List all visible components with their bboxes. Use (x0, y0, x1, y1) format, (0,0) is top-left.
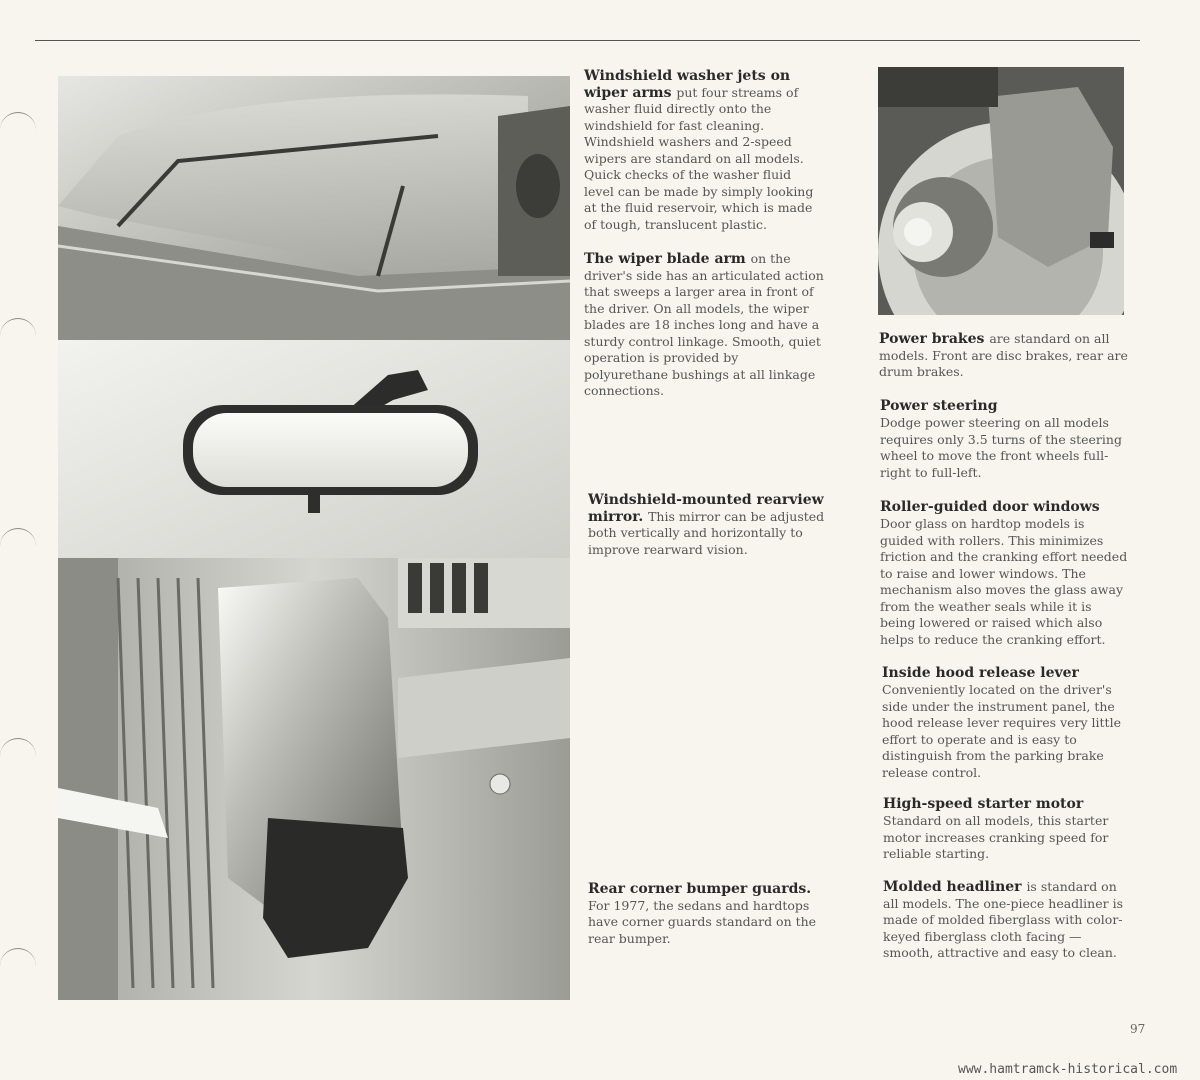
page-number: 97 (1130, 1022, 1146, 1036)
binder-hole-3 (0, 528, 36, 553)
wiper-arm-body: on the driver's side has an articulated action that sweeps a larger area in front of the driver. On all models, the wiper blades are 18 inches long and have a sturdy control linkage. Smooth, quiet operation is provided by polyurethane bushings at all linkage connections. (584, 251, 824, 398)
site-watermark[interactable]: www.hamtramck-historical.com (958, 1062, 1178, 1077)
headliner-section (883, 879, 1133, 962)
rearview-mirror-heading: Windshield-mounted rearview mirror. (588, 492, 824, 525)
wiper-arm-section (584, 251, 824, 400)
binder-hole-2 (0, 318, 36, 343)
washer-jets-body: put four streams of washer fluid directly onto the windshield for fast cleaning. Windshield washers and 2-speed wipers are standard on all models. Quick checks of the washer fluid level can be made by simply looking at the fluid reservoir, which is made of tough, translucent plastic. (584, 84, 814, 232)
hood-release-section (882, 665, 1132, 781)
disc-brake-photo (878, 67, 1124, 315)
binder-hole-1 (0, 112, 36, 137)
bumper-guards-section (588, 881, 828, 947)
headliner-body: is standard on all models. The one-piece headliner is made of molded fiberglass with color-keyed fiberglass cloth facing — smooth, attractive and easy to clean. (883, 879, 1123, 960)
starter-motor-section (883, 796, 1133, 863)
door-windows-section (880, 499, 1130, 648)
power-brakes-section (879, 331, 1129, 381)
wiper-arm-heading: The wiper blade arm (584, 251, 751, 267)
power-steering-heading: Power steering (880, 398, 998, 414)
washer-jets-heading: Windshield washer jets on wiper arms (584, 68, 791, 101)
top-rule (35, 40, 1140, 41)
bumper-guards-heading: Rear corner bumper guards. (588, 881, 812, 897)
hood-release-heading: Inside hood release lever (882, 665, 1079, 681)
power-brakes-body: are standard on all models. Front are disc brakes, rear are drum brakes. (879, 331, 1128, 379)
power-brakes-heading: Power brakes (879, 331, 990, 347)
washer-jets-section (584, 68, 824, 233)
power-steering-section (880, 398, 1130, 481)
door-windows-body: Door glass on hardtop models is guided with rollers. This minimizes friction and the cranking effort needed to raise and lower windows. The mechanism also moves the glass away from the weather seals while it is being lowered or raised which also helps to reduce the cranking effort. (880, 516, 1128, 647)
starter-motor-body: Standard on all models, this starter motor increases cranking speed for reliable starting. (883, 813, 1109, 861)
rearview-mirror-section (588, 492, 828, 558)
hood-release-body: Conveniently located on the driver's side under the instrument panel, the hood release lever requires very little effort to operate and is easy to distinguish from the parking brake release control. (882, 682, 1121, 780)
rearview-mirror-body: This mirror can be adjusted both vertically and horizontally to improve rearward vision. (588, 508, 825, 557)
binder-hole-5 (0, 948, 36, 973)
headliner-heading: Molded headliner (883, 879, 1027, 895)
starter-motor-heading: High-speed starter motor (883, 796, 1084, 812)
bumper-guards-body: For 1977, the sedans and hardtops have corner guards standard on the rear bumper. (588, 897, 817, 946)
bumper-guard-photo (58, 558, 570, 1000)
door-windows-heading: Roller-guided door windows (880, 499, 1100, 515)
power-steering-body: Dodge power steering on all models requires only 3.5 turns of the steering wheel to move the front wheels full-right to full-left. (880, 415, 1122, 480)
binder-hole-4 (0, 738, 36, 763)
windshield-wiper-photo (58, 76, 570, 340)
rearview-mirror-photo (58, 340, 570, 558)
